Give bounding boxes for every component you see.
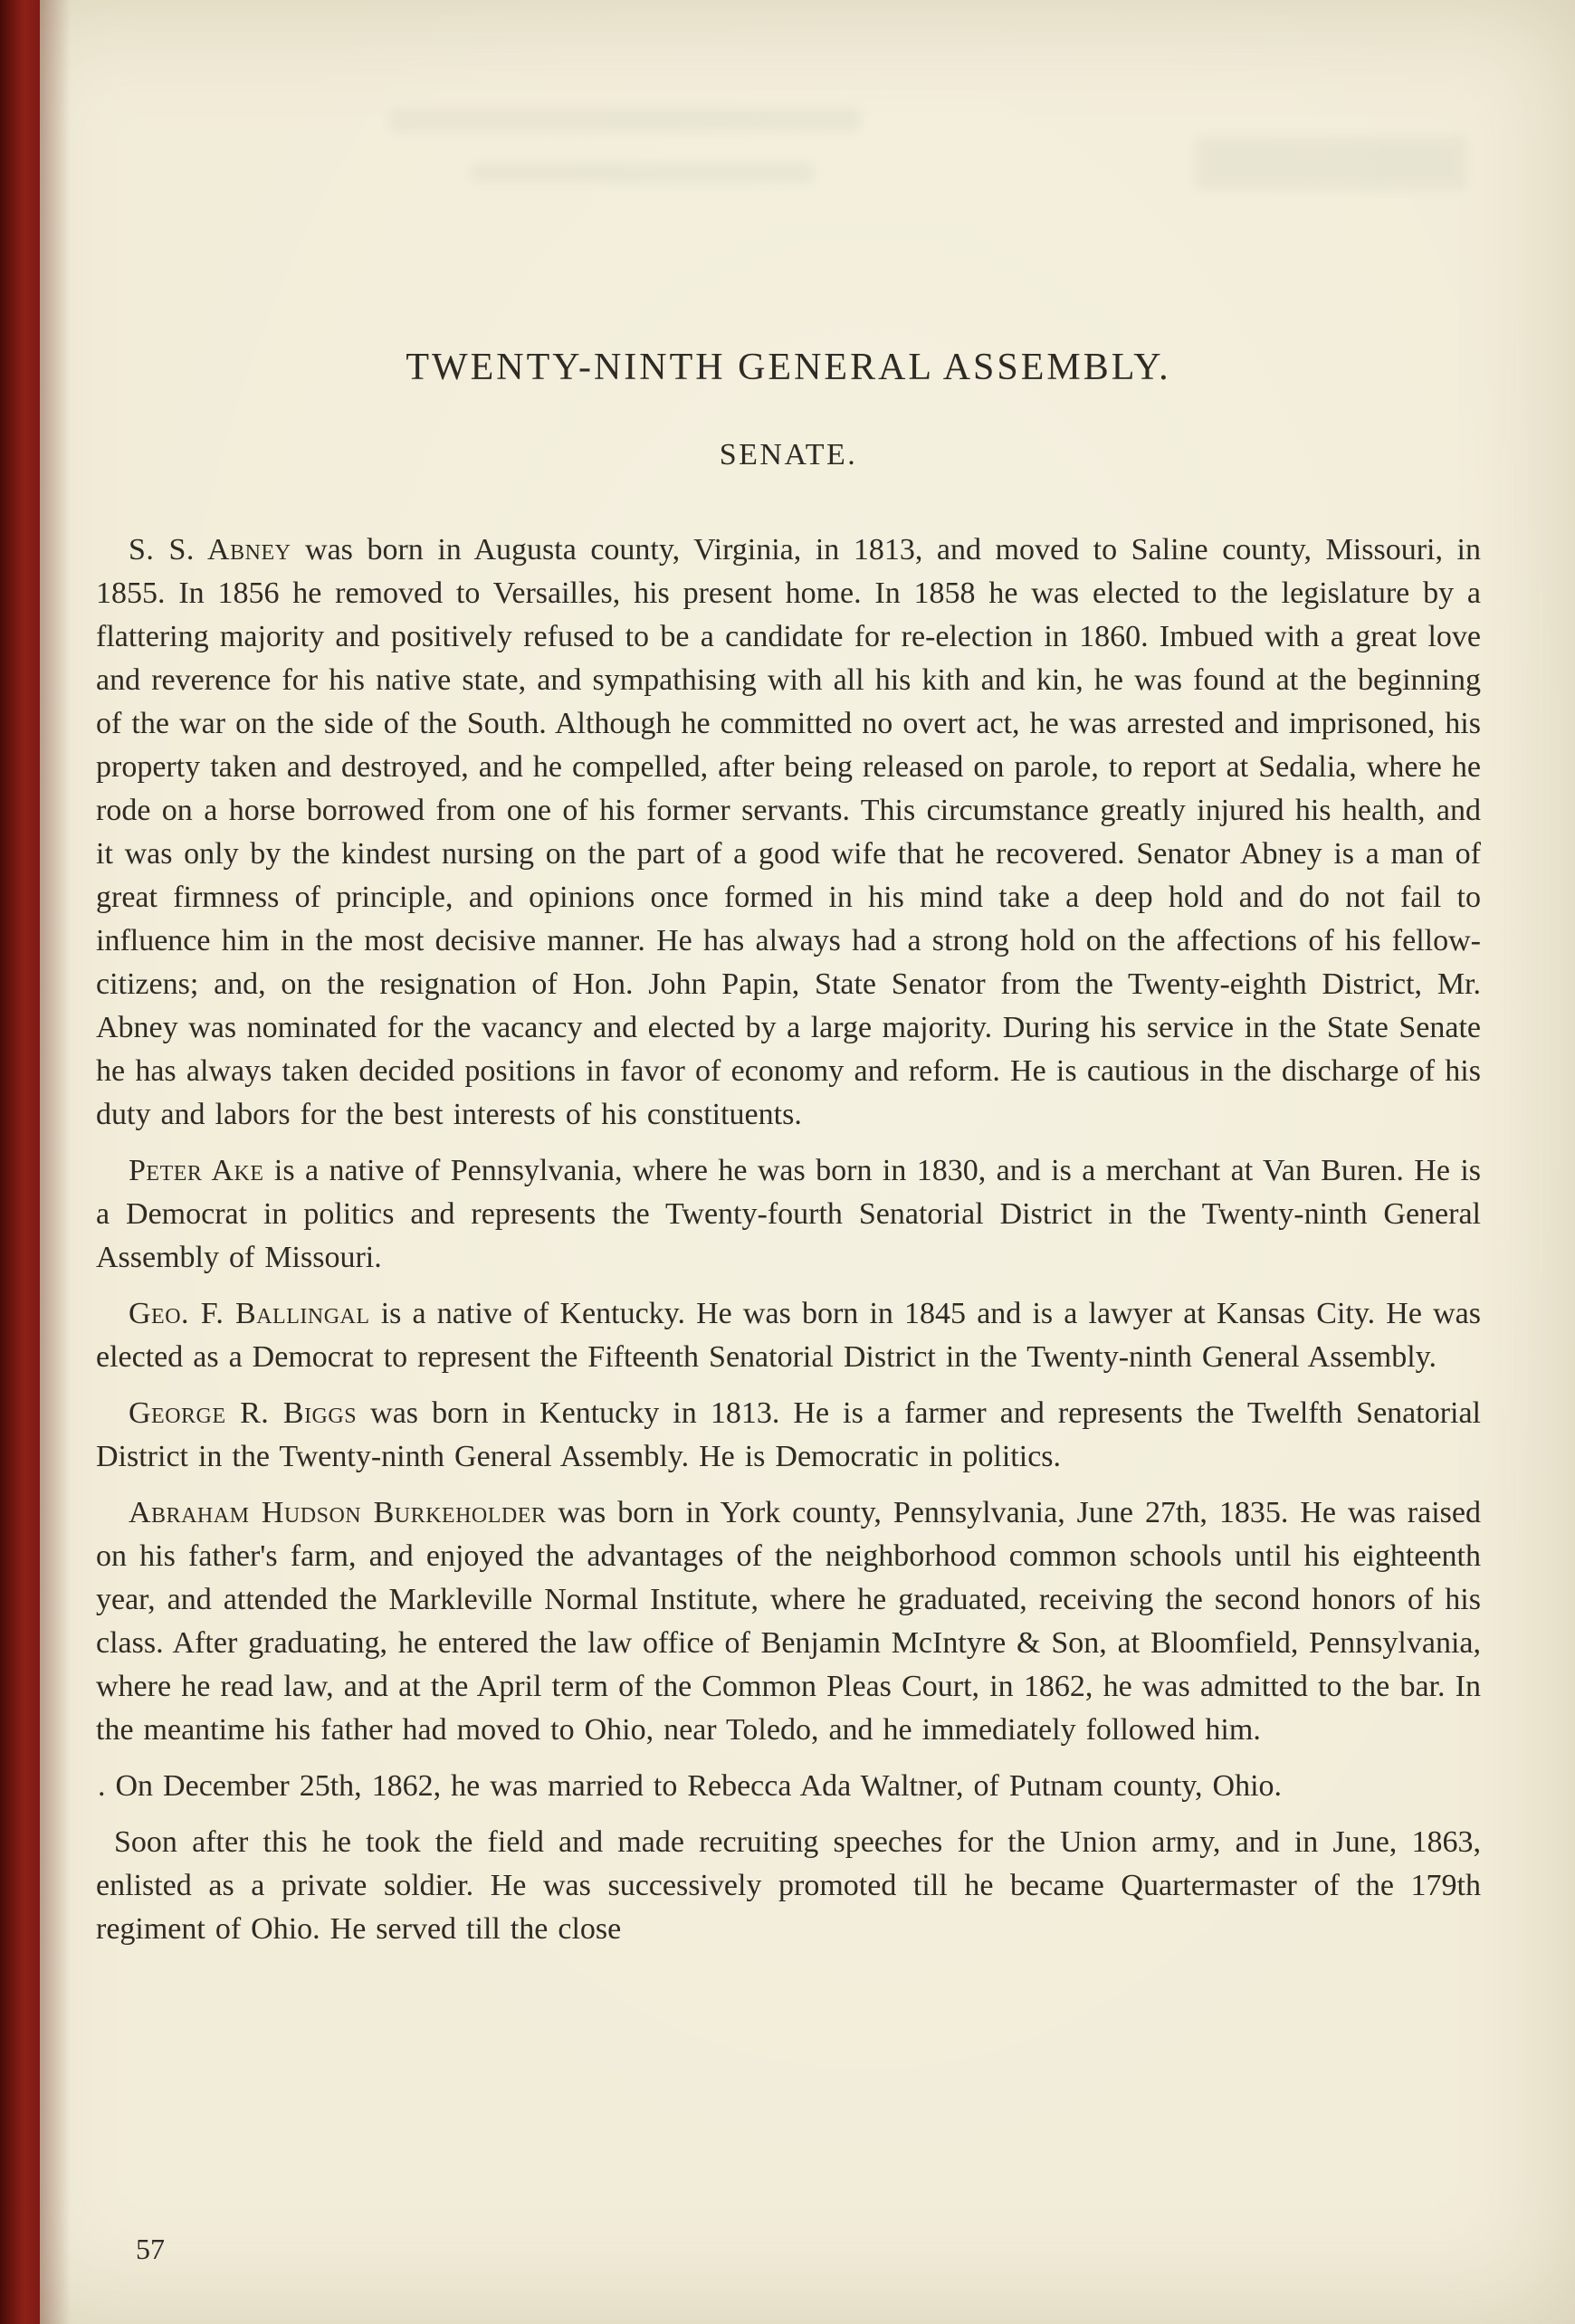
bio-text-burkeholder: was born in York county, Pennsylvania, June 27th, 1835. He was raised on his father's farm, and enjoyed the advantages of the neighborhood common schools until his eighteenth year, and attended the Markleville Normal Institute, where he graduated, receiving the second honors of his class. After graduating, he entered the law office of Benjamin McIntyre & Son, at Bloomfield, Pennsylvania, where he read law, and at the April term of the Common Pleas Court, in 1862, he was admitted to the bar. In the meantime his father had moved to Ohio, near Toledo, and he immediately followed him.: [96, 1496, 1481, 1747]
marriage-text: . On December 25th, 1862, he was married to Rebecca Ada Waltner, of Putnam county, Ohio.: [98, 1769, 1283, 1803]
senator-name-biggs: George R. Biggs: [129, 1396, 358, 1430]
senator-name-abney: S. S. Abney: [129, 533, 291, 567]
bio-text-biggs: was born in Kentucky in 1813. He is a farmer and represents the Twelfth Senatorial District in the Twenty-ninth General Assembly. He is Democratic in politics.: [96, 1396, 1482, 1473]
binding-shadow: [40, 0, 71, 2324]
bio-paragraph-burkeholder: [96, 1491, 1481, 1752]
bio-paragraph-biggs: [96, 1392, 1481, 1479]
bio-paragraph-ballingal: [96, 1292, 1481, 1379]
senator-name-ballingal: Geo. F. Ballingal: [129, 1297, 370, 1330]
paragraph-marriage: [96, 1765, 1481, 1808]
bio-text-ake: is a native of Pennsylvania, where he was born in 1830, and is a merchant at Van Buren. He is a Democrat in politics and represents the Twenty-fourth Senatorial District in the Twenty-ninth General Assembly of Missouri.: [96, 1154, 1481, 1274]
bio-paragraph-ake: [96, 1149, 1481, 1280]
page-content: [96, 0, 1481, 1951]
section-heading: SENATE.: [719, 438, 858, 471]
bio-text-ballingal: is a native of Kentucky. He was born in 1845 and is a lawyer at Kansas City. He was elected as a Democrat to represent the Fifteenth Senatorial District in the Twenty-ninth General Assembly.: [96, 1297, 1481, 1374]
bio-text-abney: was born in Augusta county, Virginia, in 1813, and moved to Saline county, Missouri, in 1855. In 1856 he removed to Versailles, his present home. In 1858 he was elected to the legislature by a flattering majority and positively refused to be a candidate for re-election in 1860. Imbued with a great love and reverence for his native state, and sympathising with all his kith and kin, he was found at the beginning of the war on the side of the South. Although he committed no overt act, he was arrested and imprisoned, his property taken and destroyed, and he compelled, after being released on parole, to report at Sedalia, where he rode on a horse borrowed from one of his former servants. This circumstance greatly injured his health, and it was only by the kindest nursing on the part of a good wife that he recovered. Senator Abney is a man of great firmness of principle, and opinions once formed in his mind take a deep hold and do not fail to influence him in the most decisive manner. He has always had a strong hold on the affections of his fellow-citizens; and, on the resignation of Hon. John Papin, State Senator from the Twenty-eighth District, Mr. Abney was nominated for the vacancy and elected by a large majority. During his service in the State Senate he has always taken decided positions in favor of economy and reform. He is cautious in the discharge of his duty and labors for the best interests of his constituents.: [96, 533, 1481, 1131]
senator-name-burkeholder: Abraham Hudson Burkeholder: [129, 1496, 547, 1529]
union-army-text: Soon after this he took the field and made recruiting speeches for the Union army, and in June, 1863, enlisted as a private soldier. He was successively promoted till he became Quartermaster of the 179th regiment of Ohio. He served till the close: [96, 1825, 1481, 1946]
page-title: TWENTY-NINTH GENERAL ASSEMBLY.: [406, 347, 1171, 388]
body-text: [96, 529, 1481, 1951]
senator-name-ake: Peter Ake: [129, 1154, 264, 1187]
bio-paragraph-abney: [96, 529, 1481, 1137]
page-number: 57: [136, 2233, 165, 2265]
paragraph-union-army: [96, 1821, 1481, 1951]
book-binding-edge: [0, 0, 40, 2324]
